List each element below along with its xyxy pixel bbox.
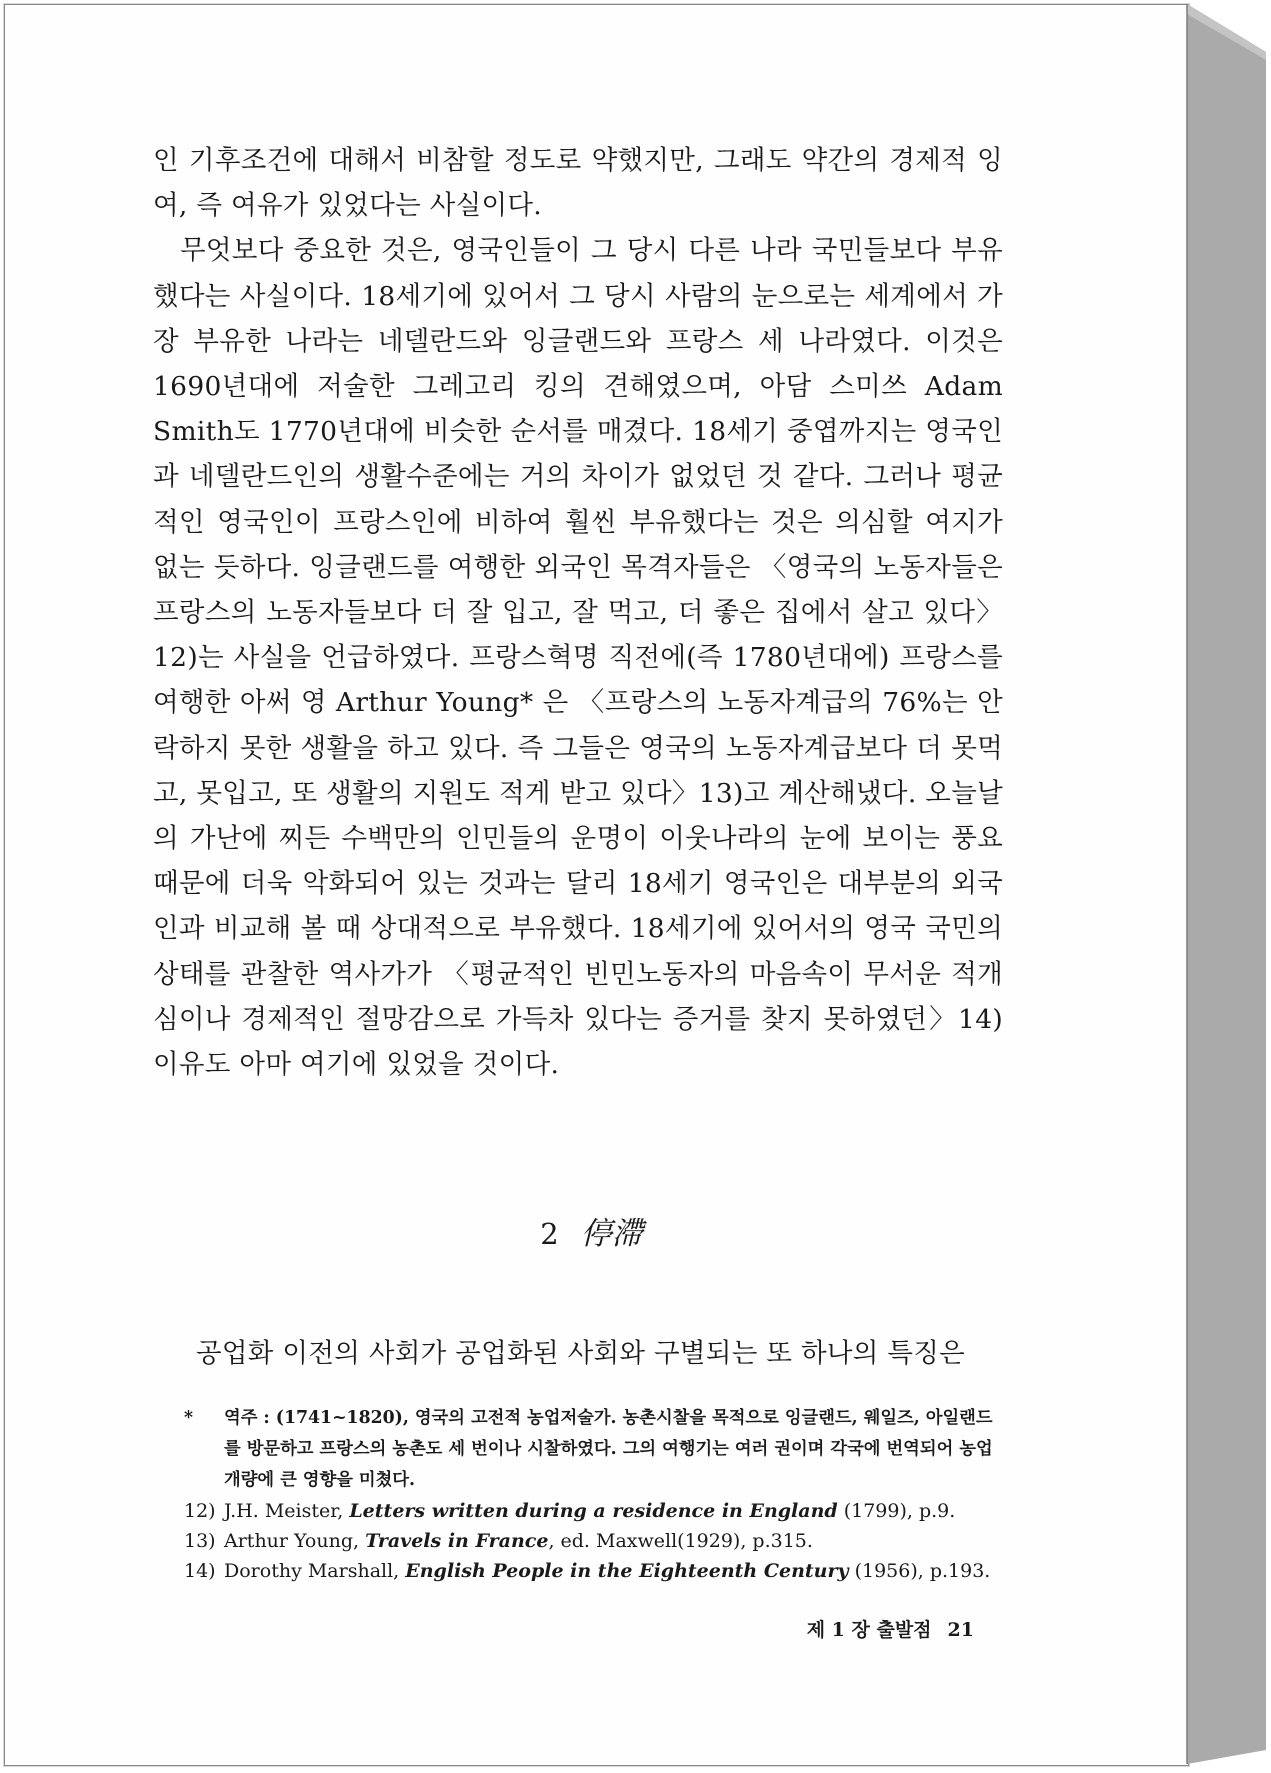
body-paragraph-2: 무엇보다 중요한 것은, 영국인들이 그 당시 다른 나라 국민들보다 부유했다는 사실이다. 18세기에 있어서 그 당시 사람의 눈으로는 세계에서 가장 부유한 나라는 네델란드와 잉글랜드와 프랑스 세 나라였다. 이것은 1690년대에 저술한 그레고리 킹의 견해였으며, 아담 스미쓰 Adam Smith도 1770년대에 비슷한 순서를 매겼다. 18세기 중엽까지는 영국인과 네델란드인의 생활수준에는 거의 차이가 없었던 것 같다. 그러나 평균적인 영국인이 프랑스인에 비하여 훨씬 부유했다는 것은 의심할 여지가 없는 듯하다. 잉글랜드를 여행한 외국인 목격자들은 〈영국의 노동자들은 프랑스의 노동자들보다 더 잘 입고, 잘 먹고, 더 좋은 집에서 살고 있다〉12)는 사실을 언급하였다. 프랑스혁명 직전에(즉 1780년대에) 프랑스를 여행한 아써 영 Arthur Young* 은 〈프랑스의 노동자계급의 76%는 안락하지 못한 생활을 하고 있다. 즉 그들은 영국의 노동자계급보다 더 못먹고, 못입고, 또 생활의 지원도 적게 받고 있다〉13)고 계산해냈다. 오늘날의 가난에 찌든 수백만의 인민들의 운명이 이웃나라의 눈에 보이는 풍요 때문에 더욱 악화되어 있는 것과는 달리 18세기 영국인은 대부분의 외국인과 비교해 볼 때 상대적으로 부유했다. 18세기에 있어서의 영국 국민의 상태를 관찰한 역사가가 〈평균적인 빈민노동자의 마음속이 무서운 적개심이나 경제적인 절망감으로 가득차 있다는 증거를 찾지 못하였던〉14) 이유도 아마 여기에 있었을 것이다. <box>153 235 1003 1081</box>
footnote-details: , ed. Maxwell(1929), p.315. <box>548 1530 813 1552</box>
footnote-book-title: English People in the Eighteenth Century <box>405 1560 849 1582</box>
footnote-details: (1799), p.9. <box>837 1500 956 1522</box>
footnote-text: 역주 : (1741~1820), 영국의 고전적 농업저술가. 농촌시찰을 목적으로 잉글랜드, 웨일즈, 아일랜드를 방문하고 프랑스의 농촌도 세 번이나 시찰하였다. 그의 여행기는 여러 권이며 각국에 번역되어 농업개량에 큰 영향을 미쳤다. <box>224 1408 993 1490</box>
body-text <box>153 138 1003 1087</box>
footnote-mark: 14) <box>184 1560 216 1582</box>
footnote-book-title: Letters written during a residence in England <box>349 1500 838 1522</box>
footnote-mark: 13) <box>184 1530 216 1552</box>
footnotes <box>184 1403 1009 1586</box>
footnote-mark: * <box>184 1408 194 1428</box>
footnote-details: (1956), p.193. <box>848 1560 991 1582</box>
translator-footnote <box>184 1403 1009 1496</box>
footnote-author: Dorothy Marshall, <box>224 1560 406 1582</box>
footnote-13 <box>184 1526 1009 1556</box>
page-number: 21 <box>947 1619 974 1641</box>
section-number: 2 <box>540 1217 559 1251</box>
section-heading <box>0 1208 1183 1253</box>
footnote-12 <box>184 1496 1009 1526</box>
footnote-book-title: Travels in France <box>365 1530 549 1552</box>
body-paragraph-1: 인 기후조건에 대해서 비참할 정도로 약했지만, 그래도 약간의 경제적 잉여, 즉 여유가 있었다는 사실이다. <box>153 145 1003 222</box>
running-footer <box>764 1615 974 1642</box>
footnote-14 <box>184 1556 1009 1586</box>
chapter-title: 제 1 장 출발점 <box>806 1619 932 1641</box>
footnote-mark: 12) <box>184 1500 216 1522</box>
section-title: 停滯 <box>580 1216 643 1252</box>
footnote-author: Arthur Young, <box>224 1530 366 1552</box>
footnote-author: J.H. Meister, <box>224 1500 350 1522</box>
section-opening-line: 공업화 이전의 사회가 공업화된 사회와 구별되는 또 하나의 특징은 <box>196 1338 966 1369</box>
